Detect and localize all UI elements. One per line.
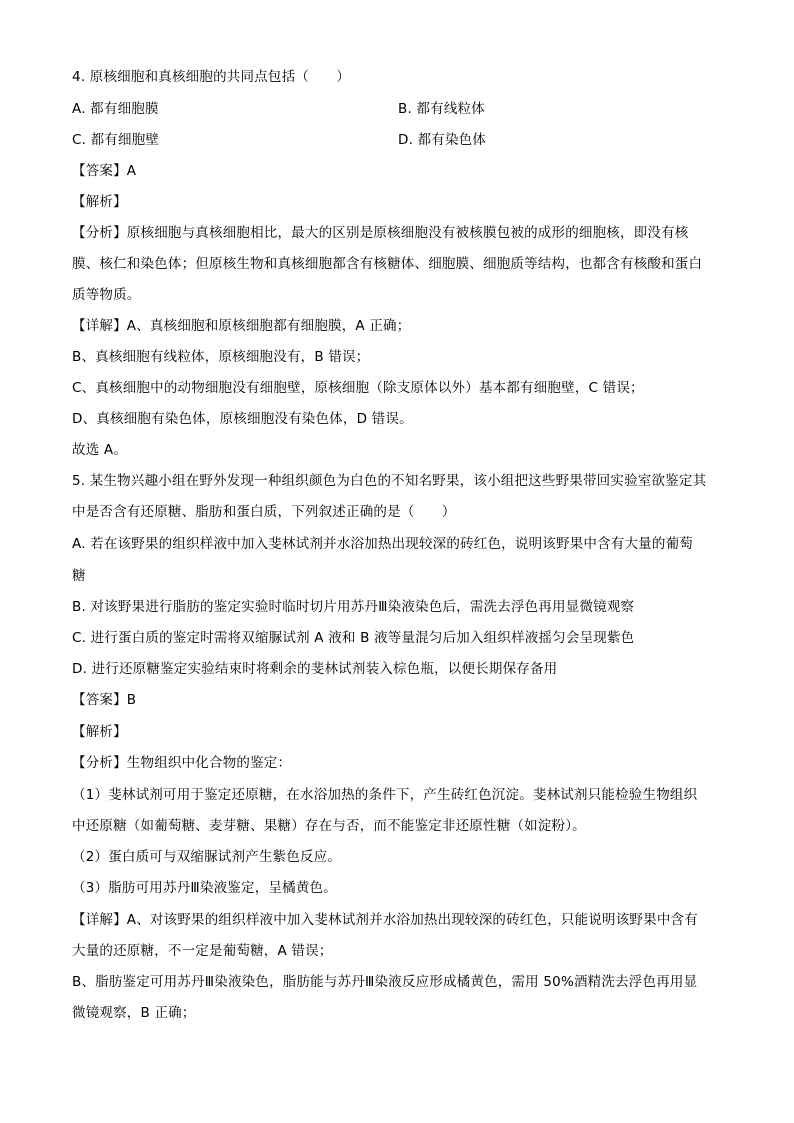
question-5-xiangjie-line: B、脂肪鉴定可用苏丹Ⅲ染液染色，脂肪能与苏丹Ⅲ染液反应形成橘黄色，需用 50%酒精洗去浮色再用显	[72, 974, 698, 990]
question-4-analysis-heading: 【解析】	[72, 194, 127, 210]
question-4-xiangjie-line: D、真核细胞有染色体，原核细胞没有染色体，D 错误。	[72, 411, 413, 427]
question-4-xiangjie-line: B、真核细胞有线粒体，原核细胞没有，B 错误；	[72, 349, 370, 365]
question-5-stem-line: 5. 某生物兴趣小组在野外发现一种组织颜色为白色的不知名野果，该小组把这些野果带回实验室欲鉴定其	[72, 473, 707, 489]
question-4-xiangjie-line: C、真核细胞中的动物细胞没有细胞壁，原核细胞（除支原体以外）基本都有细胞壁，C 错误；	[72, 380, 644, 396]
question-5-option-d: D. 进行还原糖鉴定实验结束时将剩余的斐林试剂装入棕色瓶，以便长期保存备用	[72, 661, 558, 677]
question-4-option-a: A. 都有细胞膜	[72, 101, 159, 117]
question-5-stem-line: 中是否含有还原糖、脂肪和蛋白质，下列叙述正确的是（ ）	[72, 504, 456, 520]
question-5-fenxi-line: 中还原糖（如葡萄糖、麦芽糖、果糖）存在与否，而不能鉴定非还原性糖（如淀粉）。	[72, 818, 586, 834]
question-5-option-c: C. 进行蛋白质的鉴定时需将双缩脲试剂 A 液和 B 液等量混匀后加入组织样液摇匀会呈现紫色	[72, 630, 635, 646]
question-4-answer: 【答案】A	[72, 163, 137, 179]
question-5-xiangjie-line: 【详解】A、对该野果的组织样液中加入斐林试剂并水浴加热出现较深的砖红色，只能说明该野果中含有	[72, 912, 698, 928]
question-5-fenxi-line: 【分析】生物组织中化合物的鉴定：	[72, 755, 292, 771]
question-4-option-b: B. 都有线粒体	[398, 101, 485, 117]
question-5-option-b: B. 对该野果进行脂肪的鉴定实验时临时切片用苏丹Ⅲ染液染色后，需洗去浮色再用显微镜观察	[72, 599, 635, 615]
question-5-analysis-heading: 【解析】	[72, 724, 127, 740]
question-4-conclusion: 故选 A。	[72, 442, 128, 458]
question-4-option-d: D. 都有染色体	[398, 132, 487, 148]
question-5-xiangjie-line: 大量的还原糖，不一定是葡萄糖，A 错误；	[72, 943, 333, 959]
question-5-option-a-continued: 糖	[72, 568, 86, 584]
question-5-option-a: A. 若在该野果的组织样液中加入斐林试剂并水浴加热出现较深的砖红色，说明该野果中含有大量的葡萄	[72, 536, 693, 552]
question-5-fenxi-line: （1）斐林试剂可用于鉴定还原糖，在水浴加热的条件下，产生砖红色沉淀。斐林试剂只能检验生物组织	[72, 787, 698, 803]
question-5-fenxi-line: （3）脂肪可用苏丹Ⅲ染液鉴定，呈橘黄色。	[72, 880, 337, 896]
question-4-option-c: C. 都有细胞壁	[72, 132, 160, 148]
question-5-xiangjie-line: 微镜观察，B 正确；	[72, 1005, 196, 1021]
question-4-fenxi-line: 膜、核仁和染色体；但原核生物和真核细胞都含有核糖体、细胞膜、细胞质等结构，也都含有核酸和蛋白	[72, 256, 703, 272]
question-4-xiangjie-line: 【详解】A、真核细胞和原核细胞都有细胞膜，A 正确；	[72, 318, 411, 334]
question-4-fenxi-line: 质等物质。	[72, 287, 141, 303]
question-5-answer: 【答案】B	[72, 692, 137, 708]
question-4-stem: 4. 原核细胞和真核细胞的共同点包括（ ）	[72, 69, 351, 85]
question-5-fenxi-line: （2）蛋白质可与双缩脲试剂产生紫色反应。	[72, 849, 342, 865]
question-4-fenxi-line: 【分析】原核细胞与真核细胞相比，最大的区别是原核细胞没有被核膜包被的成形的细胞核，即没有核	[72, 225, 689, 241]
